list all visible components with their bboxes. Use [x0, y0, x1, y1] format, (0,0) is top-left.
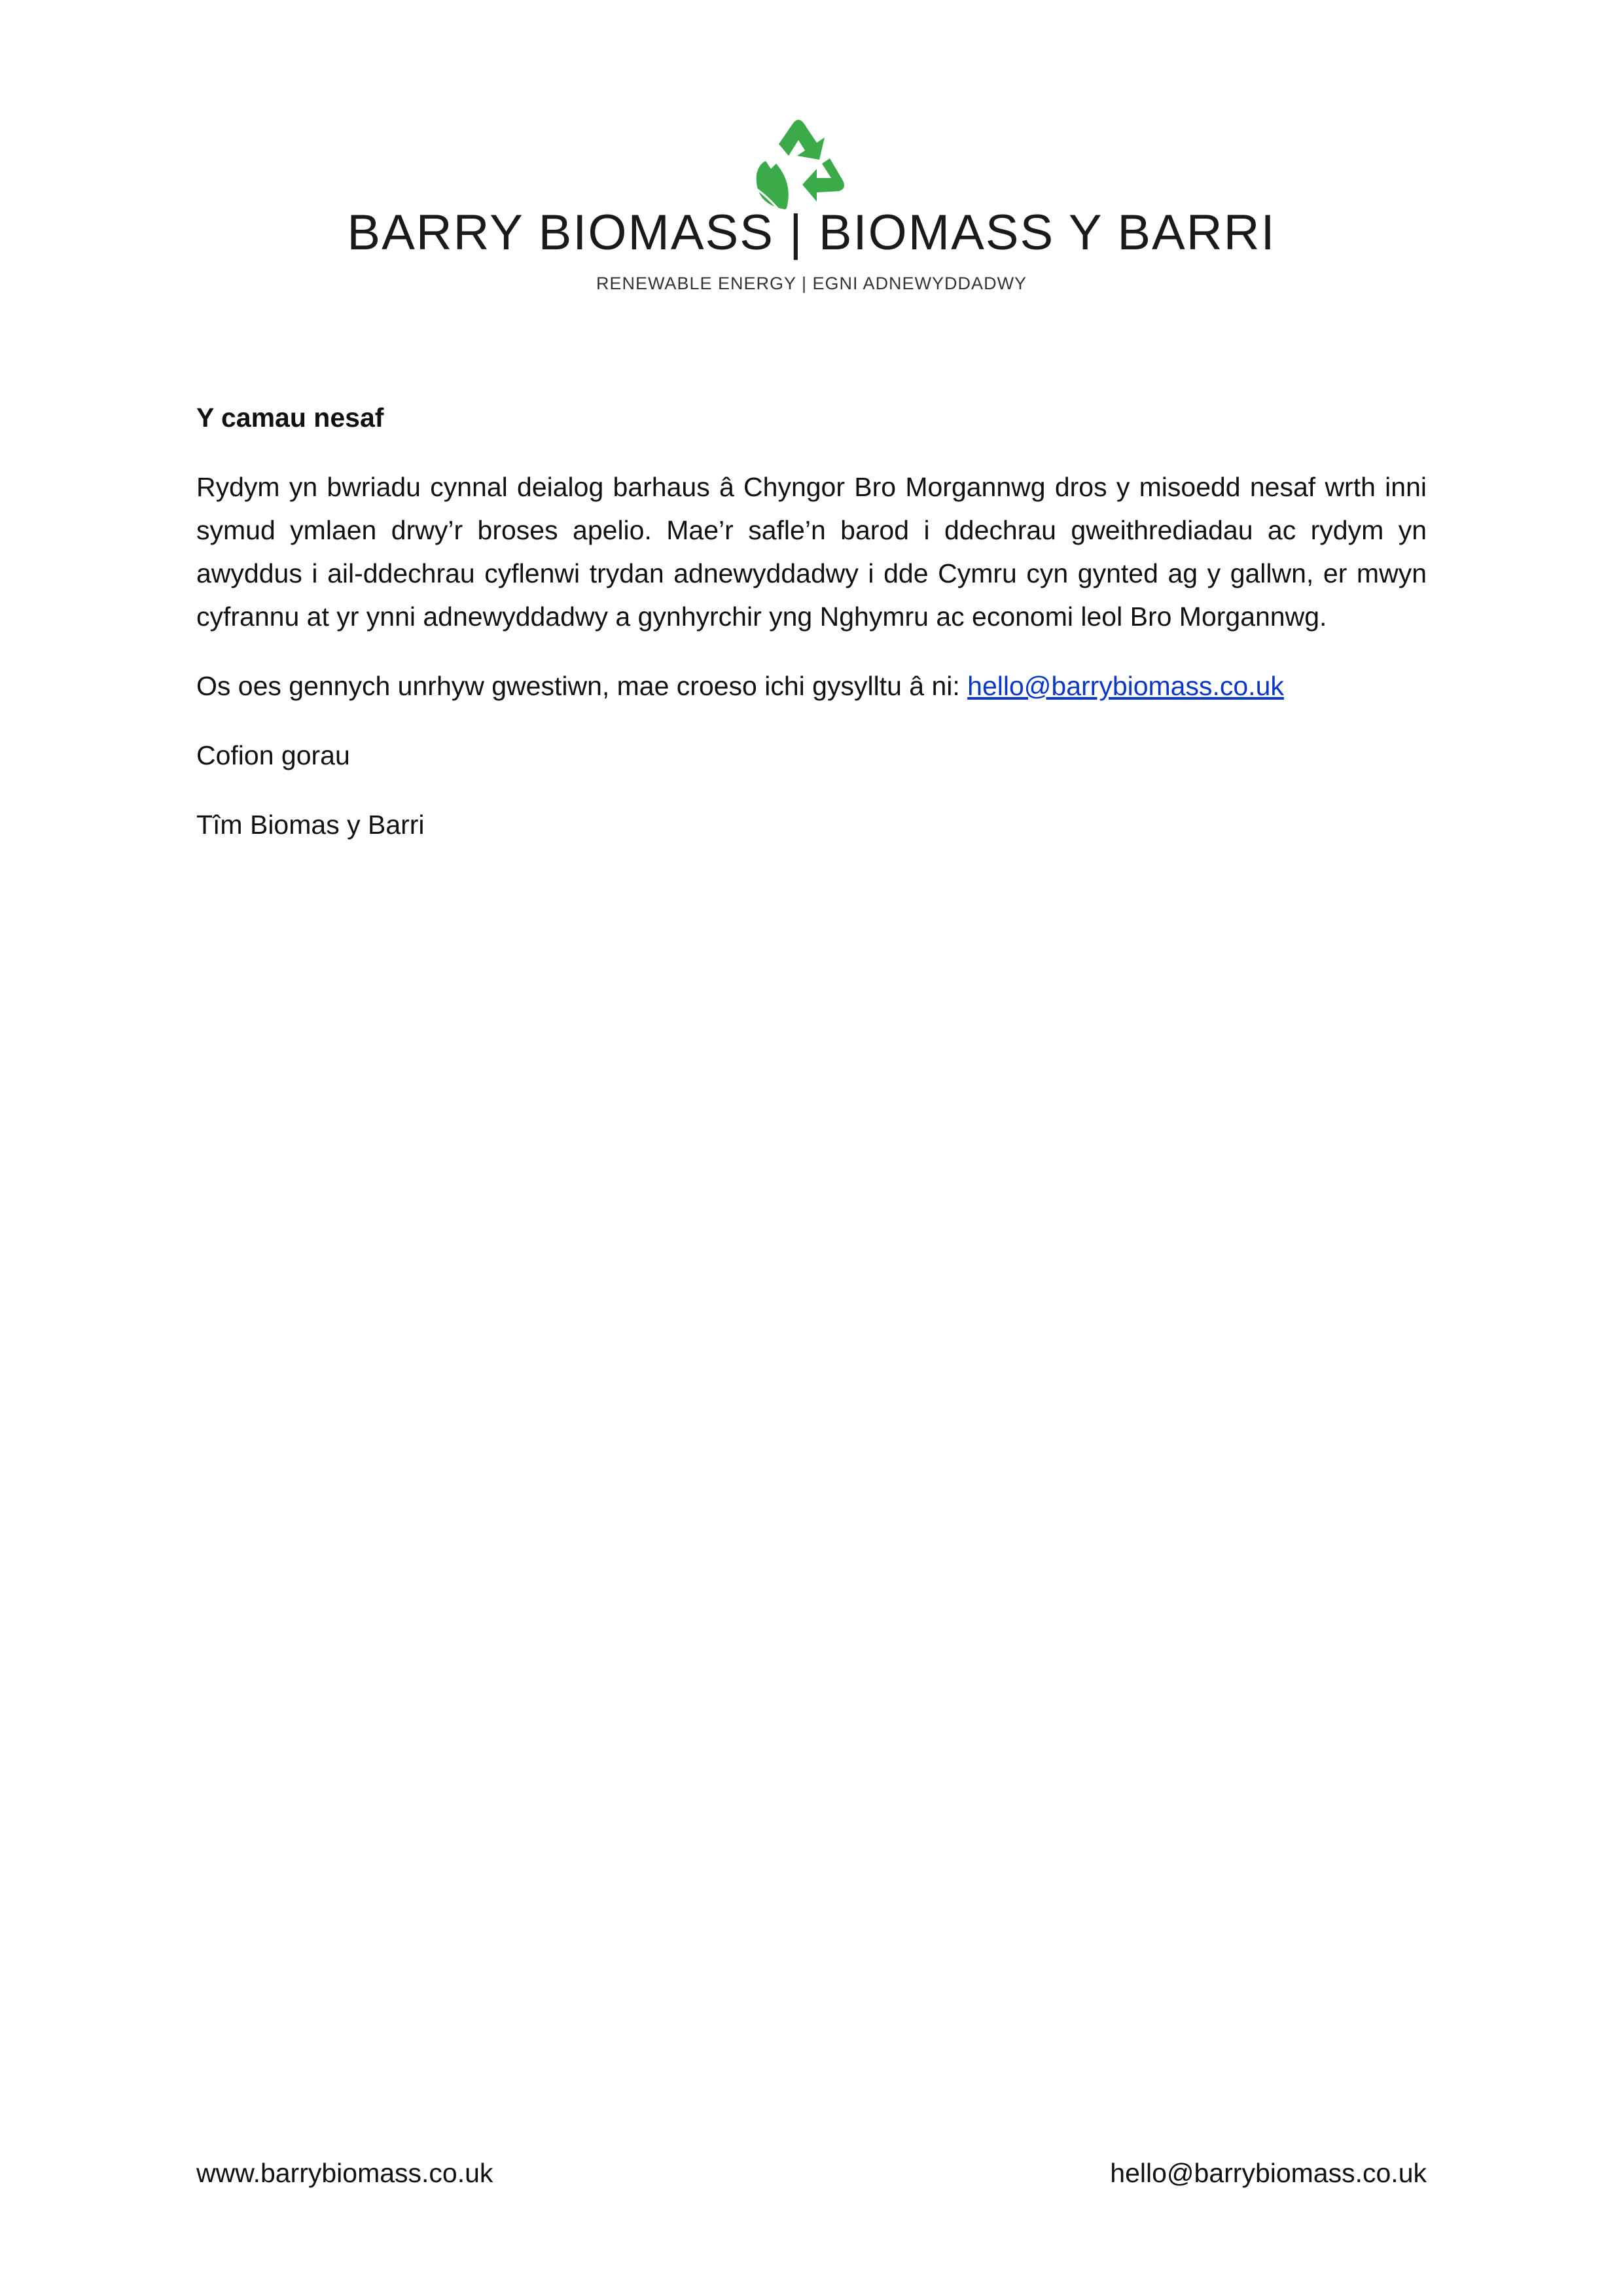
- sign-off: Cofion gorau: [196, 740, 350, 770]
- letter-body: [196, 396, 1427, 872]
- signature: Tîm Biomas y Barri: [196, 810, 425, 840]
- brand-subtitle: RENEWABLE ENERGY | EGNI ADNEWYDDADWY: [596, 274, 1027, 293]
- body-paragraph: Rydym yn bwriadu cynnal deialog barhaus â Chyngor Bro Morgannwg dros y misoedd nesaf wrth inni symud ymlaen drwy’r broses apelio. Mae’r safle’n barod i ddechrau gweithrediadau ac rydym yn awyddus i ail-ddechrau cyflenwi trydan adnewyddadwy i dde Cymru cyn gynted ag y gallwn, er mwyn cyfrannu at yr ynni adnewyddadwy a gynhyrchir yng Nghymru ac economi leol Bro Morgannwg.: [196, 472, 1427, 632]
- brand-title: BARRY BIOMASS | BIOMASS Y BARRI: [347, 205, 1276, 260]
- contact-email-link[interactable]: hello@barrybiomass.co.uk: [967, 671, 1284, 701]
- footer-website[interactable]: www.barrybiomass.co.uk: [196, 2158, 493, 2188]
- contact-text: Os oes gennych unrhyw gwestiwn, mae croeso ichi gysylltu â ni:: [196, 671, 968, 701]
- contact-line: [196, 664, 1427, 708]
- recycle-leaf-icon: [740, 118, 857, 219]
- footer-email[interactable]: hello@barrybiomass.co.uk: [1110, 2158, 1427, 2188]
- section-heading: Y camau nesaf: [196, 403, 384, 433]
